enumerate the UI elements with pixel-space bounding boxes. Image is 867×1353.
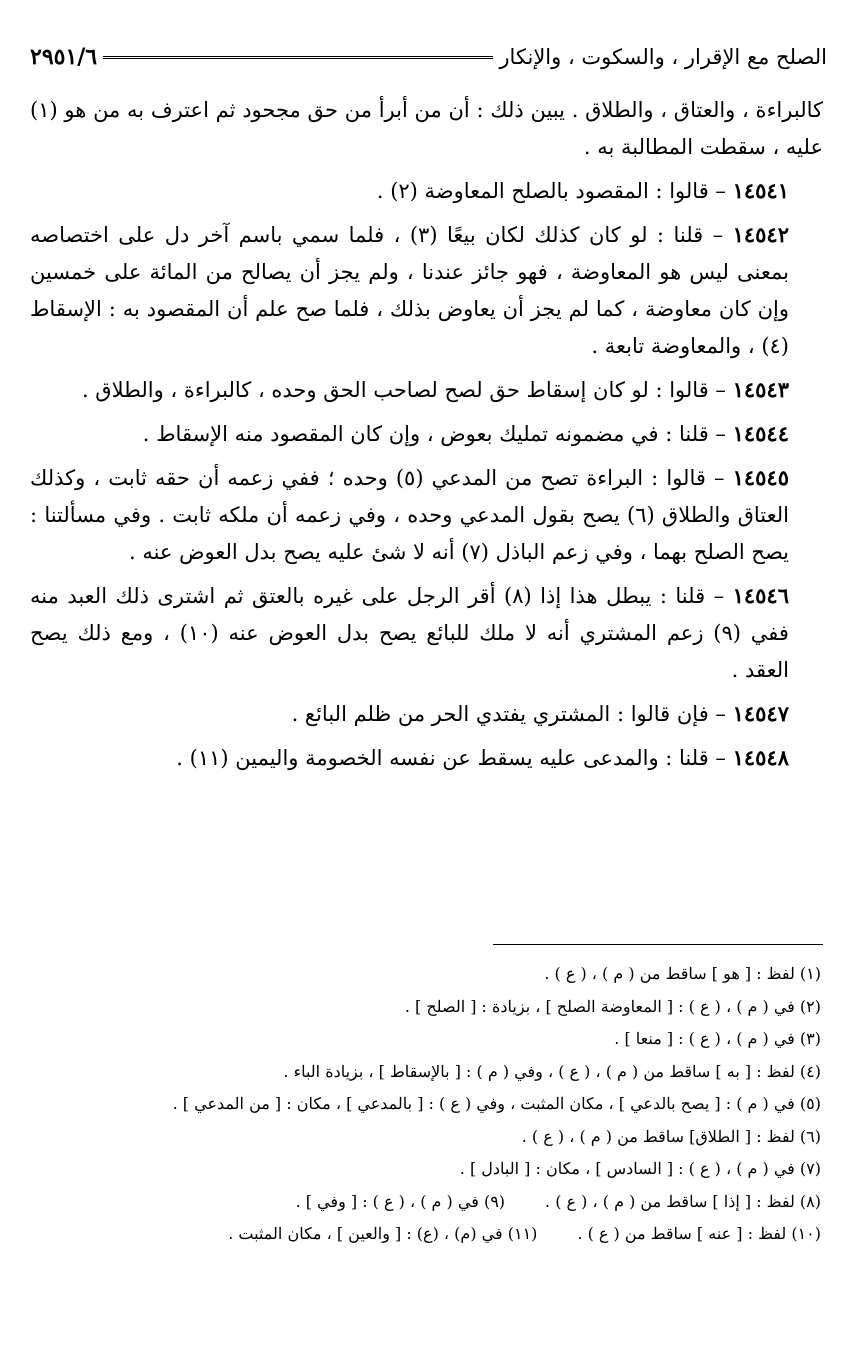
paragraph-number: ١٤٥٤٧ <box>732 701 789 726</box>
paragraph-text: – قالوا : لو كان إسقاط حق لصح لصاحب الحق وحده ، كالبراءة ، والطلاق . <box>81 378 733 402</box>
footnotes <box>40 958 821 1251</box>
footnote: (١١) في (م) ، (ع) : [ والعين ] ، مكان المثبت . <box>228 1224 538 1243</box>
paragraph-number: ١٤٥٤١ <box>732 178 789 203</box>
paragraph-number: ١٤٥٤٦ <box>732 583 789 608</box>
paragraph-text: – قلنا : في مضمونه تمليك بعوض ، وإن كان المقصود منه الإسقاط . <box>142 422 733 446</box>
main-text <box>30 92 823 783</box>
paragraph-number: ١٤٥٤٥ <box>732 465 789 490</box>
paragraph <box>30 459 823 571</box>
footnote: (٣) في ( م ) ، ( ع ) : [ منعا ] . <box>614 1029 821 1048</box>
footnote: (٥) في ( م ) : [ يصح بالدعي ] ، مكان المثبت ، وفي ( ع ) : [ بالمدعي ] ، مكان : [ من المدعي ] . <box>172 1094 821 1113</box>
paragraph-text: – قلنا : والمدعى عليه يسقط عن نفسه الخصومة واليمين (١١) . <box>176 746 733 770</box>
page-number: ٢٩٥١/٦ <box>30 44 98 70</box>
paragraph <box>30 371 823 409</box>
footnote: (٨) لفظ : [ إذا ] ساقط من ( م ) ، ( ع ) . <box>545 1191 821 1211</box>
paragraph <box>30 172 823 210</box>
paragraph <box>30 216 823 365</box>
paragraph-number: ١٤٥٤٢ <box>732 222 789 247</box>
paragraph-text: – قالوا : البراءة تصح من المدعي (٥) وحده ؛ ففي زعمه أن حقه ثابت ، وكذلك العتاق والطلاق (٦) يصح بقول المدعي وحده ، وفي زعمه أن ملكه ثابت . وفي مسألتنا : يصح الصلح بهما ، وفي زعم الباذل (٧) أنه لا شئ عليه يصح بدل العوض عنه . <box>30 466 789 564</box>
footnote: (٩) في ( م ) ، ( ع ) : [ وفي ] . <box>295 1191 506 1211</box>
footnote: (١٠) لفظ : [ عنه ] ساقط من ( ع ) . <box>577 1224 821 1243</box>
paragraph <box>30 577 823 689</box>
running-title: الصلح مع الإقرار ، والسكوت ، والإنكار <box>499 45 827 69</box>
paragraph <box>30 695 823 733</box>
footnote: (١) لفظ : [ هو ] ساقط من ( م ) ، ( ع ) . <box>544 964 821 983</box>
page-header <box>30 40 827 74</box>
paragraph-text: – فإن قالوا : المشتري يفتدي الحر من ظلم البائع . <box>291 702 733 726</box>
paragraph-text: – قلنا : لو كان كذلك لكان بيعًا (٣) ، فلما سمي باسم آخر دل على اختصاصه بمعنى ليس هو المعاوضة ، فهو جائز عندنا ، ولم يجز أن يصالح من المائة على خمسين وإن كان معاوضة ، كما لم يجز أن يعاوض بذلك ، فلما صح علم أن المقصود به : الإسقاط (٤) ، والمعاوضة تابعة . <box>30 223 789 358</box>
paragraph <box>30 739 823 777</box>
paragraph-text: كالبراءة ، والعتاق ، والطلاق . يبين ذلك : أن من أبرأ من حق مجحود ثم اعترف به من هو (١) عليه ، سقطت المطالبة به . <box>30 98 823 159</box>
paragraph <box>30 92 823 166</box>
header-rule <box>103 56 493 59</box>
footnote: (٢) في ( م ) ، ( ع ) : [ المعاوضة الصلح ] ، بزيادة : [ الصلح ] . <box>404 996 821 1016</box>
footnote-separator <box>493 944 823 945</box>
footnote: (٤) لفظ : [ به ] ساقط من ( م ) ، ( ع ) ، وفي ( م ) : [ بالإسقاط ] ، بزيادة الباء . <box>283 1061 821 1081</box>
footnote: (٧) في ( م ) ، ( ع ) : [ السادس ] ، مكان : [ البادل ] . <box>459 1159 821 1178</box>
paragraph-text: – قالوا : المقصود بالصلح المعاوضة (٢) . <box>376 179 733 203</box>
footnote-row <box>40 1218 821 1251</box>
paragraph-number: ١٤٥٤٣ <box>732 377 789 402</box>
paragraph-text: – قلنا : يبطل هذا إذا (٨) أقر الرجل على غيره بالعتق ثم اشترى ذلك العبد منه ففي (٩) زعم المشتري أنه لا ملك للبائع يصح بدل العوض عنه (١٠) ، ومع ذلك يصح العقد . <box>30 584 789 682</box>
paragraph-number: ١٤٥٤٨ <box>732 745 789 770</box>
paragraph <box>30 415 823 453</box>
footnote-row <box>40 1186 821 1219</box>
paragraph-number: ١٤٥٤٤ <box>732 421 789 446</box>
footnote: (٦) لفظ : [ الطلاق] ساقط من ( م ) ، ( ع ) . <box>521 1126 821 1146</box>
